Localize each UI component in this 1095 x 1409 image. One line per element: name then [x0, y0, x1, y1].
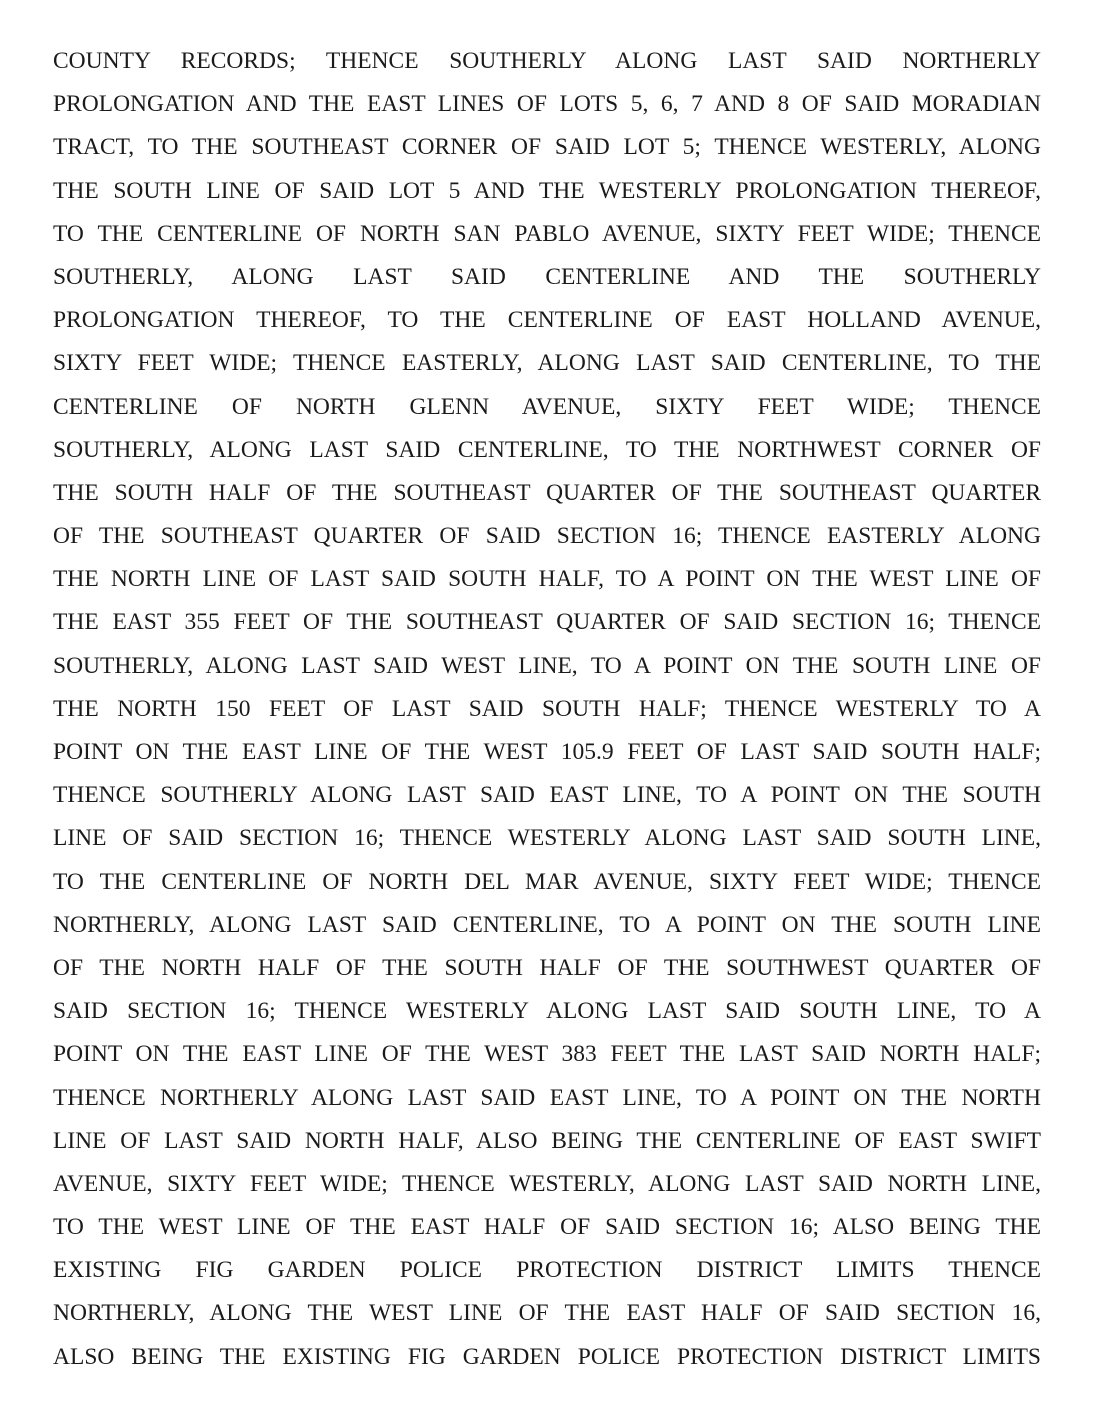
text-line: TO THE CENTERLINE OF NORTH DEL MAR AVENUE, SIXTY FEET WIDE; THENCE	[53, 868, 1041, 895]
text-line: SOUTHERLY, ALONG LAST SAID CENTERLINE, TO THE NORTHWEST CORNER OF	[53, 436, 1041, 463]
text-line: SIXTY FEET WIDE; THENCE EASTERLY, ALONG LAST SAID CENTERLINE, TO THE	[53, 350, 1041, 377]
text-line: ALSO BEING THE EXISTING FIG GARDEN POLICE PROTECTION DISTRICT LIMITS	[53, 1343, 1041, 1370]
text-line: PROLONGATION AND THE EAST LINES OF LOTS 5, 6, 7 AND 8 OF SAID MORADIAN	[53, 91, 1041, 118]
text-line: POINT ON THE EAST LINE OF THE WEST 105.9 FEET OF LAST SAID SOUTH HALF;	[53, 739, 1041, 765]
text-line: COUNTY RECORDS; THENCE SOUTHERLY ALONG LAST SAID NORTHERLY	[53, 48, 1041, 74]
text-line: TRACT, TO THE SOUTHEAST CORNER OF SAID LOT 5; THENCE WESTERLY, ALONG	[53, 134, 1041, 161]
text-line: THENCE NORTHERLY ALONG LAST SAID EAST LINE, TO A POINT ON THE NORTH	[53, 1084, 1041, 1111]
text-line: THE NORTH 150 FEET OF LAST SAID SOUTH HALF; THENCE WESTERLY TO A	[53, 695, 1041, 722]
text-line: NORTHERLY, ALONG LAST SAID CENTERLINE, TO A POINT ON THE SOUTH LINE	[53, 911, 1041, 938]
text-line: OF THE NORTH HALF OF THE SOUTH HALF OF THE SOUTHWEST QUARTER OF	[53, 954, 1041, 981]
text-line: TO THE WEST LINE OF THE EAST HALF OF SAID SECTION 16; ALSO BEING THE	[53, 1214, 1041, 1241]
text-line: CENTERLINE OF NORTH GLENN AVENUE, SIXTY FEET WIDE; THENCE	[53, 393, 1041, 420]
text-line: PROLONGATION THEREOF, TO THE CENTERLINE OF EAST HOLLAND AVENUE,	[53, 307, 1041, 334]
text-line: TO THE CENTERLINE OF NORTH SAN PABLO AVENUE, SIXTY FEET WIDE; THENCE	[53, 220, 1041, 247]
text-line: LINE OF SAID SECTION 16; THENCE WESTERLY ALONG LAST SAID SOUTH LINE,	[53, 825, 1041, 852]
text-line: THE SOUTH HALF OF THE SOUTHEAST QUARTER OF THE SOUTHEAST QUARTER	[53, 479, 1041, 506]
legal-description-text	[53, 40, 1041, 1379]
text-line: POINT ON THE EAST LINE OF THE WEST 383 FEET THE LAST SAID NORTH HALF;	[53, 1041, 1041, 1068]
text-line: LINE OF LAST SAID NORTH HALF, ALSO BEING THE CENTERLINE OF EAST SWIFT	[53, 1127, 1041, 1154]
text-line: AVENUE, SIXTY FEET WIDE; THENCE WESTERLY, ALONG LAST SAID NORTH LINE,	[53, 1170, 1041, 1197]
text-line: SOUTHERLY, ALONG LAST SAID CENTERLINE AND THE SOUTHERLY	[53, 263, 1041, 290]
text-line: NORTHERLY, ALONG THE WEST LINE OF THE EAST HALF OF SAID SECTION 16,	[53, 1300, 1041, 1327]
text-line: THE EAST 355 FEET OF THE SOUTHEAST QUARTER OF SAID SECTION 16; THENCE	[53, 609, 1041, 636]
text-line: THENCE SOUTHERLY ALONG LAST SAID EAST LINE, TO A POINT ON THE SOUTH	[53, 782, 1041, 809]
text-line: SOUTHERLY, ALONG LAST SAID WEST LINE, TO A POINT ON THE SOUTH LINE OF	[53, 652, 1041, 679]
text-line: OF THE SOUTHEAST QUARTER OF SAID SECTION 16; THENCE EASTERLY ALONG	[53, 523, 1041, 550]
text-line: THE SOUTH LINE OF SAID LOT 5 AND THE WESTERLY PROLONGATION THEREOF,	[53, 177, 1041, 204]
text-line: THE NORTH LINE OF LAST SAID SOUTH HALF, TO A POINT ON THE WEST LINE OF	[53, 566, 1041, 593]
text-line: EXISTING FIG GARDEN POLICE PROTECTION DISTRICT LIMITS THENCE	[53, 1257, 1041, 1284]
text-line: SAID SECTION 16; THENCE WESTERLY ALONG LAST SAID SOUTH LINE, TO A	[53, 998, 1041, 1025]
